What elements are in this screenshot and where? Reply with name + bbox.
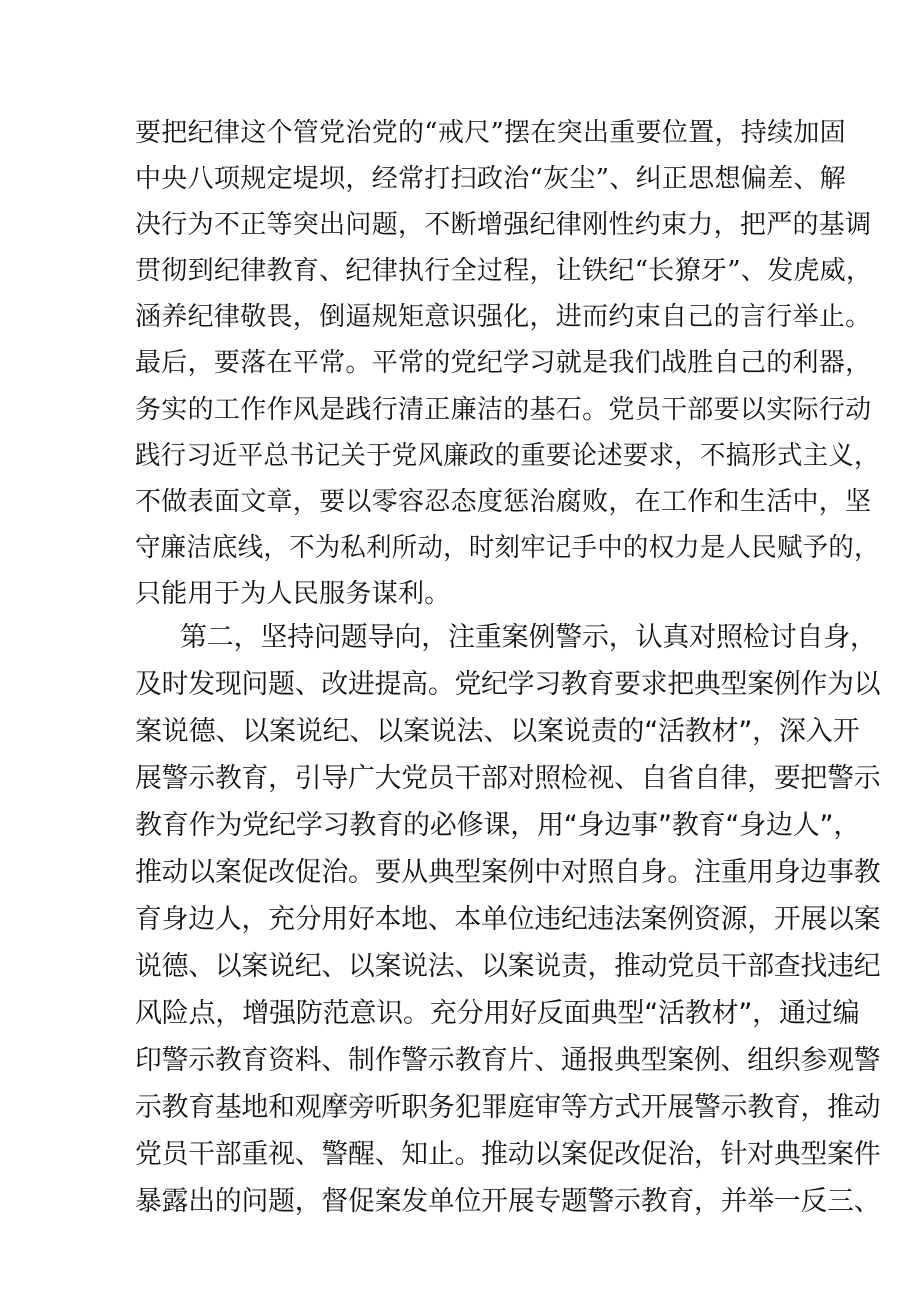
text-line: 案说德、以案说纪、以案说法、以案说责的“活教材”，深入开 — [135, 716, 860, 747]
text-line: 风险点，增强防范意识。充分用好反面典型“活教材”，通过编 — [135, 998, 860, 1029]
text-line: 说德、以案说纪、以案说法、以案说责，推动党员干部查找违纪 — [135, 951, 881, 982]
text-line: 践行习近平总书记关于党风廉政的重要论述要求，不搞形式主义， — [135, 441, 880, 471]
text-line: 展警示教育，引导广大党员干部对照检视、自省自律，要把警示 — [135, 763, 881, 794]
text-line: 教育作为党纪学习教育的必修课，用“身边事”教育“身边人”， — [135, 810, 861, 841]
text-line: 党员干部重视、警醒、知止。推动以案促改促治，针对典型案件 — [135, 1139, 881, 1170]
text-line: 要把纪律这个管党治党的“戒尺”摆在突出重要位置，持续加固 — [135, 118, 846, 148]
text-line: 及时发现问题、改进提高。党纪学习教育要求把典型案例作为以 — [135, 669, 881, 700]
text-line: 印警示教育资料、制作警示教育片、通报典型案例、组织参观警 — [135, 1045, 881, 1076]
text-line: 示教育基地和观摩旁听职务犯罪庭审等方式开展警示教育，推动 — [135, 1092, 881, 1123]
paragraph-first-line: 第二，坚持问题导向，注重案例警示，认真对照检讨自身， — [180, 622, 877, 653]
text-line: 决行为不正等突出问题，不断增强纪律刚性约束力，把严的基调 — [135, 210, 872, 240]
text-line: 育身边人，充分用好本地、本单位违纪违法案例资源，开展以案 — [135, 904, 881, 935]
text-line: 只能用于为人民服务谋利。 — [135, 579, 451, 609]
text-line: 守廉洁底线，不为私利所动，时刻牢记手中的权力是人民赋予的， — [135, 533, 880, 563]
text-line: 推动以案促改促治。要从典型案例中对照自身。注重用身边事教 — [135, 857, 881, 888]
text-line: 中央八项规定堤坝，经常打扫政治“灰尘”、纠正思想偏差、解 — [135, 164, 846, 194]
text-line: 涵养纪律敬畏，倒逼规矩意识强化，进而约束自己的言行举止。 — [135, 302, 872, 332]
text-line: 暴露出的问题，督促案发单位开展专题警示教育，并举一反三、 — [135, 1186, 881, 1217]
text-line: 务实的工作作风是践行清正廉洁的基石。党员干部要以实际行动 — [135, 395, 872, 425]
text-line: 最后，要落在平常。平常的党纪学习就是我们战胜自己的利器， — [135, 348, 872, 378]
text-line: 贯彻到纪律教育、纪律执行全过程，让铁纪“长獠牙”、发虎威， — [135, 256, 873, 286]
text-line: 不做表面文章，要以零容忍态度惩治腐败，在工作和生活中，坚 — [135, 487, 872, 517]
